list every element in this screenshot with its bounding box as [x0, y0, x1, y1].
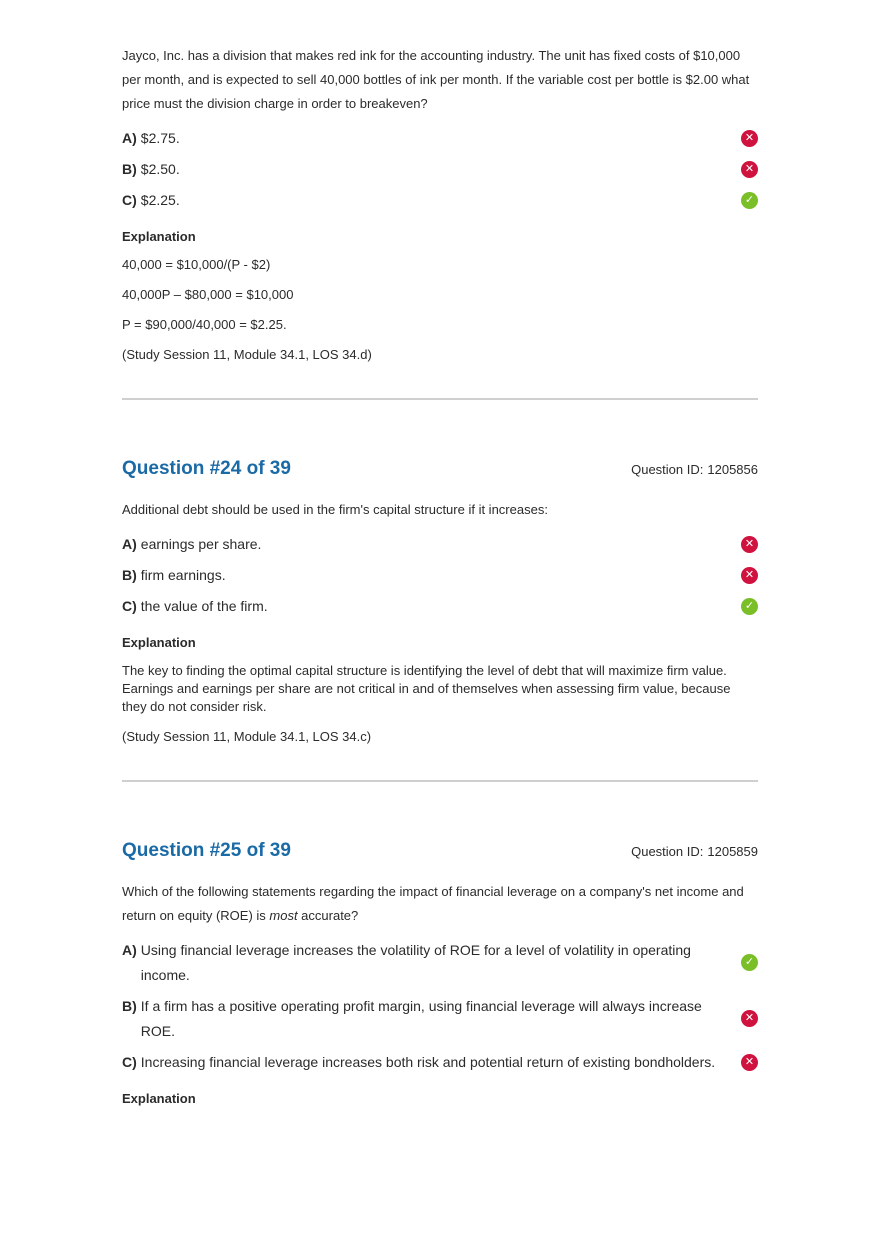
divider: [122, 398, 758, 400]
divider: [122, 780, 758, 782]
explanation-heading: Explanation: [122, 229, 196, 244]
option-text: the value of the firm.: [140, 598, 268, 614]
question-stem: [122, 880, 758, 928]
option-text: $2.75.: [140, 130, 180, 146]
question-header: [122, 840, 758, 862]
answer-options: [122, 126, 758, 213]
question-id-label: Question ID:: [631, 844, 704, 859]
question-title: Question #24 of 39: [122, 458, 291, 479]
question-stem: Additional debt should be used in the firm's capital structure if it increases:: [122, 502, 548, 517]
explanation-line: 40,000P – $80,000 = $10,000: [122, 287, 294, 302]
answer-option-c[interactable]: [122, 1050, 758, 1075]
stem-text: accurate?: [297, 908, 359, 923]
option-letter: A): [122, 942, 137, 958]
explanation-reference: (Study Session 11, Module 34.1, LOS 34.c): [122, 729, 372, 744]
answer-option-a[interactable]: [122, 938, 758, 988]
question-stem: Jayco, Inc. has a division that makes red ink for the accounting industry. The unit has fixed costs of $10,000 per month, and is expected to sell 40,000 bottles of ink per month. If the variable cost per bottle is $2.00 what price must the division charge in order to breakeven?: [122, 48, 750, 111]
question-id-value: 1205859: [707, 844, 758, 859]
answer-option-b[interactable]: [122, 563, 758, 588]
answer-option-c[interactable]: [122, 594, 758, 619]
option-text: $2.25.: [140, 192, 180, 208]
answer-options: [122, 938, 758, 1075]
explanation-heading: Explanation: [122, 635, 196, 650]
x-circle-icon: ✕: [741, 1054, 758, 1071]
explanation-text: The key to finding the optimal capital structure is identifying the level of debt that will maximize firm value. Earnings and earnings per share are not critical in and of themselves when assessing firm value, because they do not consider risk.: [122, 663, 731, 714]
explanation-line: P = $90,000/40,000 = $2.25.: [122, 317, 287, 332]
check-circle-icon: ✓: [741, 598, 758, 615]
x-circle-icon: ✕: [741, 536, 758, 553]
option-text: If a firm has a positive operating profit margin, using financial leverage will always increase ROE.: [140, 998, 702, 1039]
content: [122, 44, 758, 1118]
answer-option-a[interactable]: [122, 126, 758, 151]
question-id-value: 1205856: [707, 462, 758, 477]
explanation-reference: (Study Session 11, Module 34.1, LOS 34.d): [122, 347, 372, 362]
check-circle-icon: ✓: [741, 954, 758, 971]
explanation-heading: Explanation: [122, 1091, 196, 1106]
question-23: [122, 44, 758, 364]
option-letter: C): [122, 1054, 137, 1070]
option-letter: C): [122, 598, 137, 614]
question-id: [631, 462, 758, 477]
question-title: Question #25 of 39: [122, 840, 291, 861]
option-text: firm earnings.: [140, 567, 226, 583]
option-letter: B): [122, 998, 137, 1014]
question-24: [122, 458, 758, 746]
option-letter: B): [122, 567, 137, 583]
x-circle-icon: ✕: [741, 1010, 758, 1027]
answer-options: [122, 532, 758, 619]
answer-option-c[interactable]: [122, 188, 758, 213]
check-circle-icon: ✓: [741, 192, 758, 209]
option-text: Increasing financial leverage increases both risk and potential return of existing bondholders.: [140, 1054, 716, 1070]
option-letter: A): [122, 536, 137, 552]
stem-text: Which of the following statements regarding the impact of financial leverage on a company's net income and return on equity (ROE) is: [122, 884, 744, 923]
answer-option-b[interactable]: [122, 157, 758, 182]
stem-emphasis: most: [269, 908, 298, 923]
option-letter: A): [122, 130, 137, 146]
explanation-line: 40,000 = $10,000/(P - $2): [122, 257, 271, 272]
question-id: [631, 844, 758, 859]
option-letter: B): [122, 161, 137, 177]
answer-option-b[interactable]: [122, 994, 758, 1044]
question-id-label: Question ID:: [631, 462, 704, 477]
option-text: earnings per share.: [140, 536, 262, 552]
option-text: Using financial leverage increases the volatility of ROE for a level of volatility in operating income.: [140, 942, 691, 983]
option-text: $2.50.: [140, 161, 180, 177]
answer-option-a[interactable]: [122, 532, 758, 557]
x-circle-icon: ✕: [741, 161, 758, 178]
question-25: [122, 840, 758, 1106]
x-circle-icon: ✕: [741, 567, 758, 584]
option-letter: C): [122, 192, 137, 208]
question-header: [122, 458, 758, 480]
x-circle-icon: ✕: [741, 130, 758, 147]
